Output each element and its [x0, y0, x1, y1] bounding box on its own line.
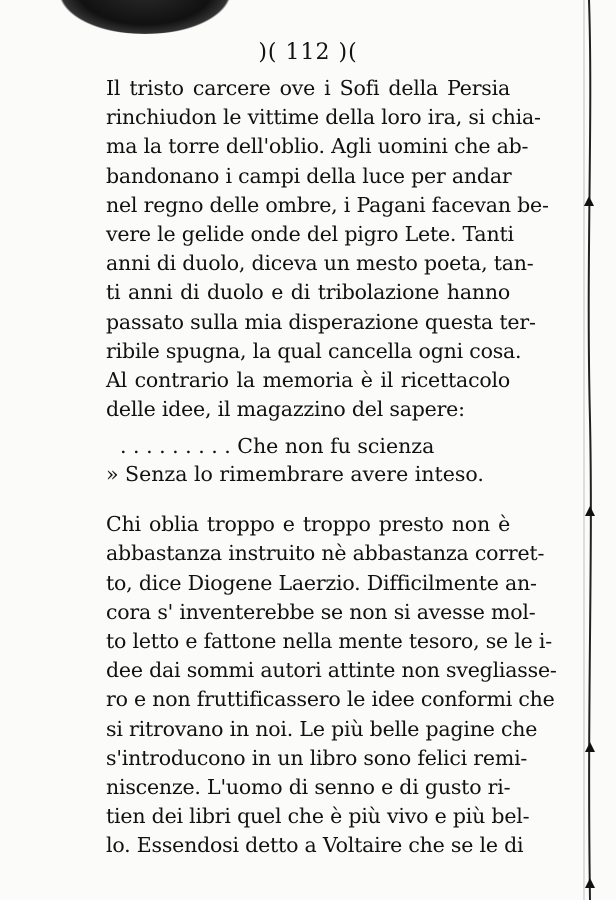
body-text: [106, 74, 557, 861]
paragraph-2: [106, 366, 510, 424]
text-line: ribile spugna, la qual cancella ogni cosa.: [106, 338, 522, 363]
text-line: anni di duolo, diceva un mesto poeta, tan-: [106, 251, 534, 276]
text-line: abbastanza instruito nè abbastanza corret-: [106, 541, 545, 566]
verse-quotation: [106, 432, 510, 488]
text-line: ti anni di duolo e di tribolazione hanno: [106, 280, 510, 305]
text-line: vere le gelide onde del pigro Lete. Tanti: [106, 221, 514, 246]
ink-blot-decoration: [60, 0, 230, 34]
text-line: passato sulla mia disperazione questa ter-: [106, 309, 536, 334]
text-line: to letto e fattone nella mente tesoro, se le i-: [106, 629, 552, 653]
paragraph-1: [106, 74, 549, 366]
text-line: si ritrovano in noi. Le più belle pagine che: [106, 716, 538, 741]
quote-line: » Senza lo rimembrare avere inteso.: [106, 462, 484, 487]
text-line: delle idee, il magazzino del sapere:: [106, 397, 465, 422]
text-line: Il tristo carcere ove i Sofi della Persia: [106, 76, 510, 100]
text-line: dee dai sommi autori attinte non svegliasse-: [106, 658, 557, 683]
text-line: ma la torre dell'oblio. Agli uomini che ab-: [106, 134, 529, 159]
text-line: Al contrario la memoria è il ricettacolo: [106, 367, 510, 392]
text-line: niscenze. L'uomo di senno e di gusto ri-: [106, 774, 511, 799]
binding-thread-decoration: [580, 0, 598, 900]
paragraph-3: [106, 510, 557, 860]
text-line: ro e non fruttificassero le idee conformi che: [106, 687, 555, 712]
text-line: to, dice Diogene Laerzio. Difficilmente an-: [106, 570, 537, 595]
quote-line: . . . . . . . . . Che non fu scienza: [120, 434, 435, 459]
text-line: Chi oblia troppo e troppo presto non è: [106, 512, 510, 537]
text-line: nel regno delle ombre, i Pagani facevan be-: [106, 192, 549, 217]
text-line: bandonano i campi della luce per andar: [106, 163, 512, 188]
text-line: rinchiudon le vittime della loro ira, si chia-: [106, 105, 541, 130]
text-line: s'introducono in un libro sono felici remi-: [106, 745, 528, 770]
page-number: )( 112 )(: [258, 40, 358, 65]
text-line: cora s' inventerebbe se non si avesse mol-: [106, 599, 536, 624]
page-edge-binding: [580, 0, 598, 900]
text-line: tien dei libri quel che è più vivo e più bel-: [106, 804, 530, 829]
text-line: lo. Essendosi detto a Voltaire che se le di: [106, 833, 524, 858]
